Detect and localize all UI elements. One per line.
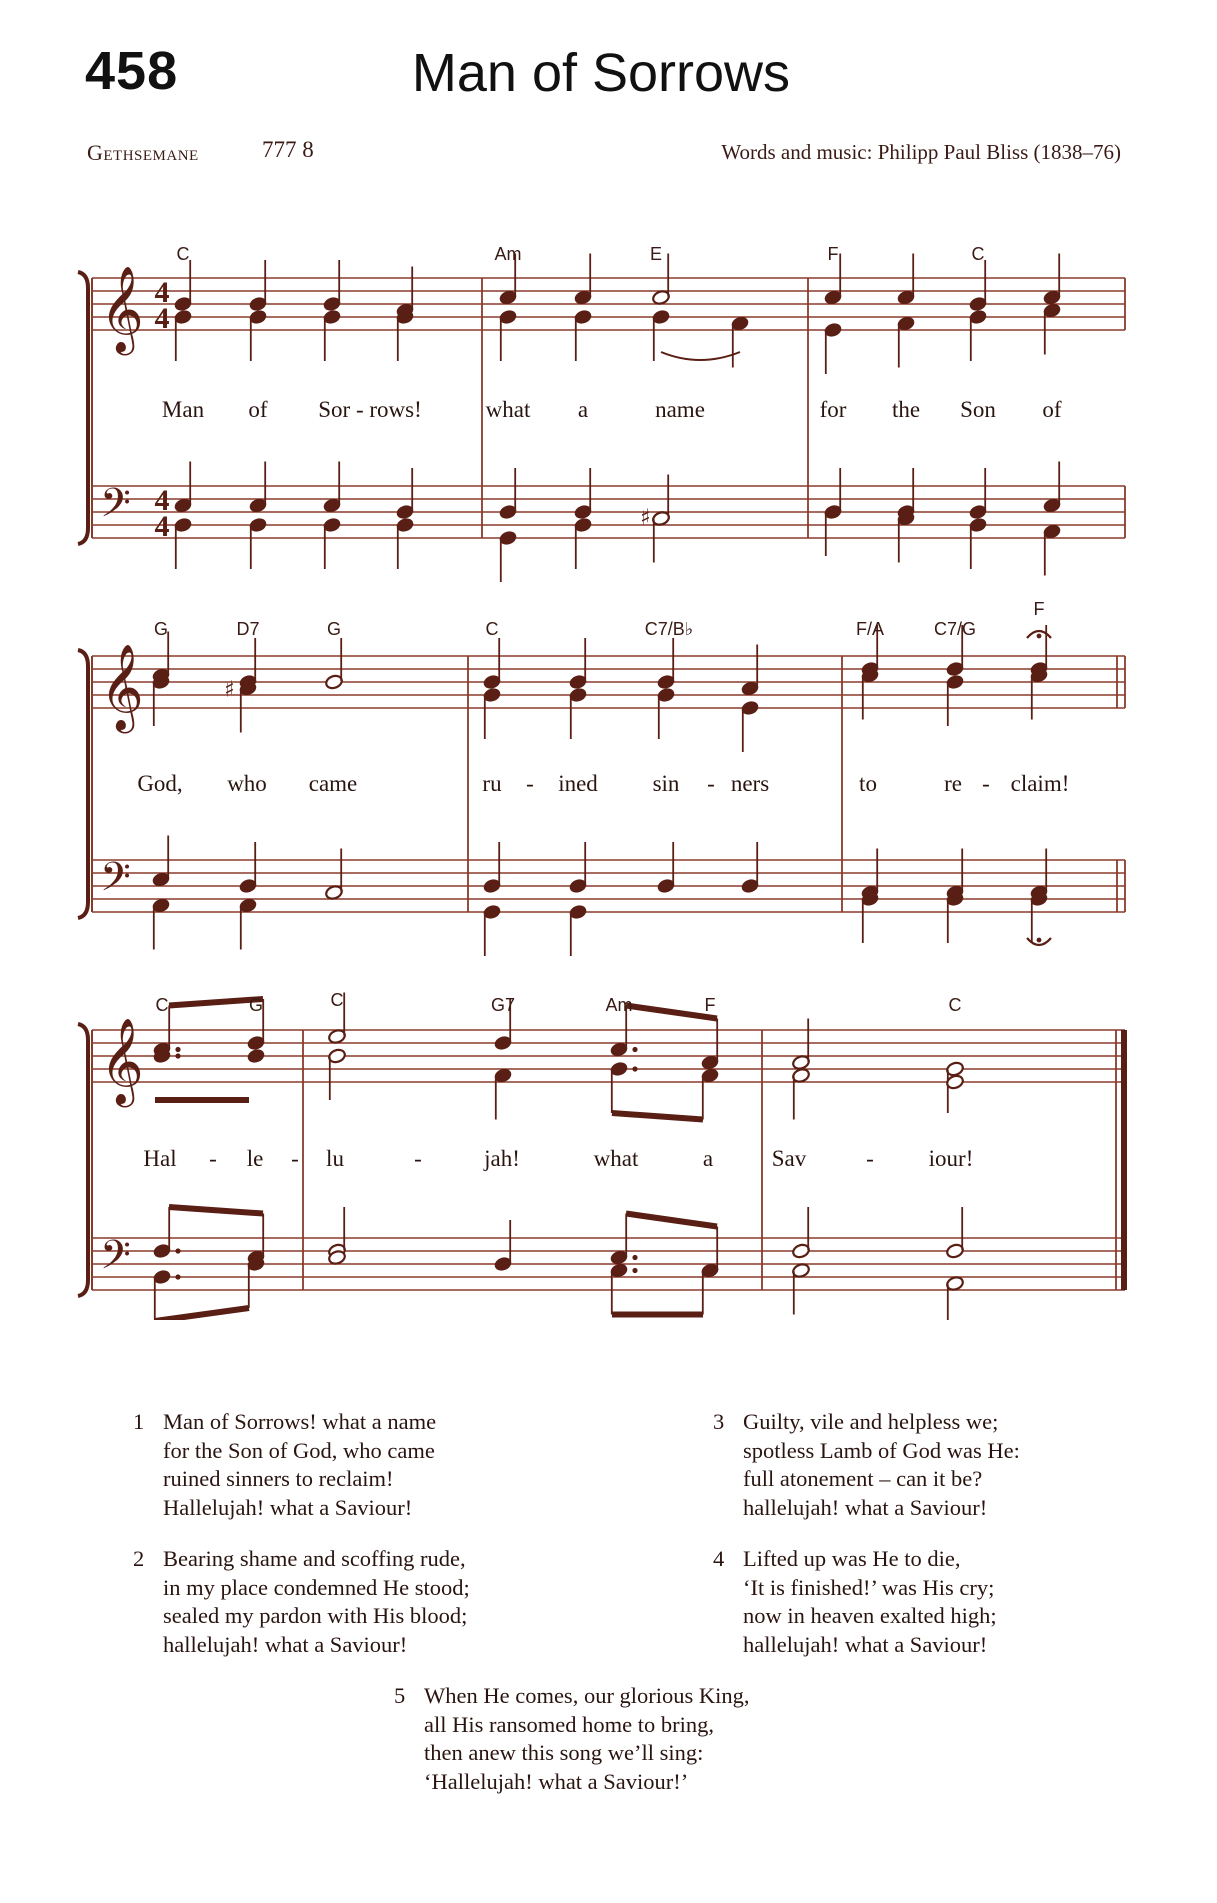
hymn-number: 458 — [85, 41, 179, 101]
lyric-syllable: ru — [482, 771, 502, 796]
verse-3 — [713, 1408, 1020, 1522]
lyric-syllable: a — [577, 397, 589, 422]
augmentation-dot — [175, 1248, 180, 1253]
verse-line: ‘Hallelujah! what a Saviour!’ — [424, 1768, 689, 1794]
system-bracket — [78, 1024, 88, 1296]
time-signature: 4 — [154, 276, 170, 309]
bass-clef: 𝄢 — [100, 854, 131, 910]
lyric-syllable: God, — [137, 771, 183, 796]
lyric-syllable: - — [209, 1146, 217, 1171]
verse-5 — [394, 1682, 750, 1796]
final-bar-thick — [1121, 1030, 1127, 1290]
time-signature: 4 — [154, 510, 170, 543]
lyric-syllable: lu — [326, 1146, 344, 1171]
augmentation-dot — [632, 1268, 637, 1273]
lyric-syllable: who — [227, 771, 267, 796]
lyric-syllable: ined — [558, 771, 598, 796]
verse-line: then anew this song we’ll sing: — [424, 1740, 704, 1765]
chord-symbol: G7 — [490, 995, 516, 1015]
bass-clef: 𝄢 — [100, 1232, 131, 1288]
system-bracket — [78, 650, 88, 918]
verse-line: in my place condemned He stood; — [163, 1574, 470, 1600]
lyric-syllable: to — [859, 771, 877, 796]
verse-line: for the Son of God, who came — [163, 1437, 435, 1463]
verse-line: all His ransomed home to bring, — [424, 1711, 714, 1737]
verse-line: Bearing shame and scoffing rude, — [163, 1546, 466, 1571]
credit-line: Words and music: Philipp Paul Bliss (1838–76) — [721, 140, 1121, 164]
lyric-syllable: for — [819, 397, 847, 422]
chord-symbol: C — [948, 995, 962, 1015]
verse-line: hallelujah! what a Saviour! — [743, 1494, 988, 1520]
verse-1 — [133, 1408, 436, 1522]
verse-4 — [713, 1545, 997, 1659]
chord-symbol: G — [153, 619, 169, 639]
verse-number: 2 — [133, 1546, 145, 1571]
lyric-syllable: - — [291, 1146, 299, 1171]
treble-clef: 𝄞 — [100, 644, 144, 730]
tune-name: Gethsemane — [87, 140, 199, 165]
verse-line: ‘It is finished!’ was His cry; — [743, 1574, 995, 1600]
chord-symbol: C — [330, 990, 344, 1010]
lyric-syllable: - — [414, 1146, 422, 1171]
lyric-syllable: a — [702, 1146, 714, 1171]
system-bracket — [78, 272, 88, 544]
verse-number: 1 — [133, 1409, 145, 1434]
bass-clef: 𝄢 — [100, 480, 131, 536]
lyric-syllable: claim! — [1010, 771, 1070, 796]
lyric-syllable: - — [707, 771, 715, 796]
verse-line: hallelujah! what a Saviour! — [743, 1631, 988, 1657]
chord-symbol: C — [176, 244, 190, 264]
chord-symbol: C — [971, 244, 985, 264]
lyric-syllable: name — [655, 397, 705, 422]
lyric-syllable: re — [944, 771, 962, 796]
lyric-syllable: Sav — [771, 1146, 807, 1171]
augmentation-dot — [175, 1047, 180, 1052]
augmentation-dot — [175, 1053, 180, 1058]
time-signature: 4 — [154, 302, 170, 335]
hymn-title-text: Man of Sorrows — [411, 43, 791, 103]
verse-line: spotless Lamb of God was He: — [743, 1437, 1020, 1463]
meter: 777 8 — [262, 137, 314, 162]
chord-symbol: G — [248, 995, 264, 1015]
augmentation-dot — [175, 1274, 180, 1279]
verse-number: 5 — [394, 1683, 406, 1708]
note-beam — [155, 1308, 249, 1320]
verse-line: When He comes, our glorious King, — [424, 1683, 750, 1708]
chord-symbol: F — [704, 995, 716, 1015]
chord-symbol: Am — [494, 244, 522, 264]
slur — [661, 352, 740, 360]
verse-line: Guilty, vile and helpless we; — [743, 1409, 999, 1434]
chord-symbol: E — [649, 244, 663, 264]
lyric-syllable: came — [308, 771, 358, 796]
chord-symbol: C7/B♭ — [644, 619, 694, 639]
augmentation-dot — [632, 1066, 637, 1071]
verse-line: Man of Sorrows! what a name — [163, 1409, 437, 1434]
lyric-syllable: - — [526, 771, 534, 796]
chord-symbol: D7 — [236, 619, 260, 639]
verse-line: sealed my pardon with His blood; — [163, 1603, 468, 1628]
verse-line: ruined sinners to reclaim! — [163, 1466, 394, 1491]
lyric-syllable: le — [246, 1146, 264, 1171]
note-head — [246, 1048, 265, 1064]
lyric-syllable: jah! — [484, 1146, 520, 1171]
verse-number: 3 — [713, 1409, 725, 1434]
verse-line: full atonement – can it be? — [743, 1466, 983, 1491]
note-beam — [626, 1006, 717, 1019]
lyric-syllable: the — [891, 397, 921, 422]
lyric-syllable: of — [248, 397, 268, 422]
augmentation-dot — [632, 1047, 637, 1052]
lyric-syllable: of — [1042, 397, 1062, 422]
chord-symbol: F — [827, 244, 839, 264]
verse-line: Hallelujah! what a Saviour! — [163, 1494, 413, 1520]
lyric-syllable: Sor - rows! — [318, 397, 422, 422]
verse-line: now in heaven exalted high; — [743, 1603, 997, 1628]
lyric-syllable: Man — [161, 397, 205, 422]
lyric-syllable: - — [982, 771, 990, 796]
note-beam — [169, 1207, 263, 1214]
lyric-syllable: ners — [730, 771, 770, 796]
time-signature: 4 — [154, 484, 170, 517]
note-beam — [626, 1214, 717, 1227]
augmentation-dot — [632, 1255, 637, 1260]
treble-clef: 𝄞 — [100, 1018, 144, 1104]
fermata-dot — [1037, 938, 1042, 943]
chord-symbol: C — [155, 995, 169, 1015]
verse-number: 4 — [713, 1546, 725, 1571]
lyric-syllable: iour! — [928, 1146, 974, 1171]
sharp-sign: ♯ — [224, 677, 235, 703]
lyric-syllable: Son — [960, 397, 996, 422]
lyric-syllable: sin — [652, 771, 680, 796]
chord-symbol: C — [485, 619, 499, 639]
lyric-syllable: Hal — [143, 1146, 177, 1171]
note-beam — [612, 1113, 703, 1120]
verse-line: Lifted up was He to die, — [743, 1546, 961, 1571]
lyric-syllable: what — [485, 397, 531, 422]
chord-symbol: F — [1033, 599, 1045, 619]
chord-symbol: F/A — [855, 619, 885, 639]
verse-line: hallelujah! what a Saviour! — [163, 1631, 408, 1657]
sharp-sign: ♯ — [640, 505, 651, 531]
chord-symbol: C7/G — [933, 619, 977, 639]
chord-symbol: G — [326, 619, 342, 639]
fermata-dot — [1037, 634, 1042, 639]
treble-clef: 𝄞 — [100, 266, 144, 352]
lyric-syllable: what — [593, 1146, 639, 1171]
chord-symbol: Am — [605, 995, 633, 1015]
verse-2 — [133, 1545, 470, 1659]
lyric-syllable: - — [866, 1146, 874, 1171]
